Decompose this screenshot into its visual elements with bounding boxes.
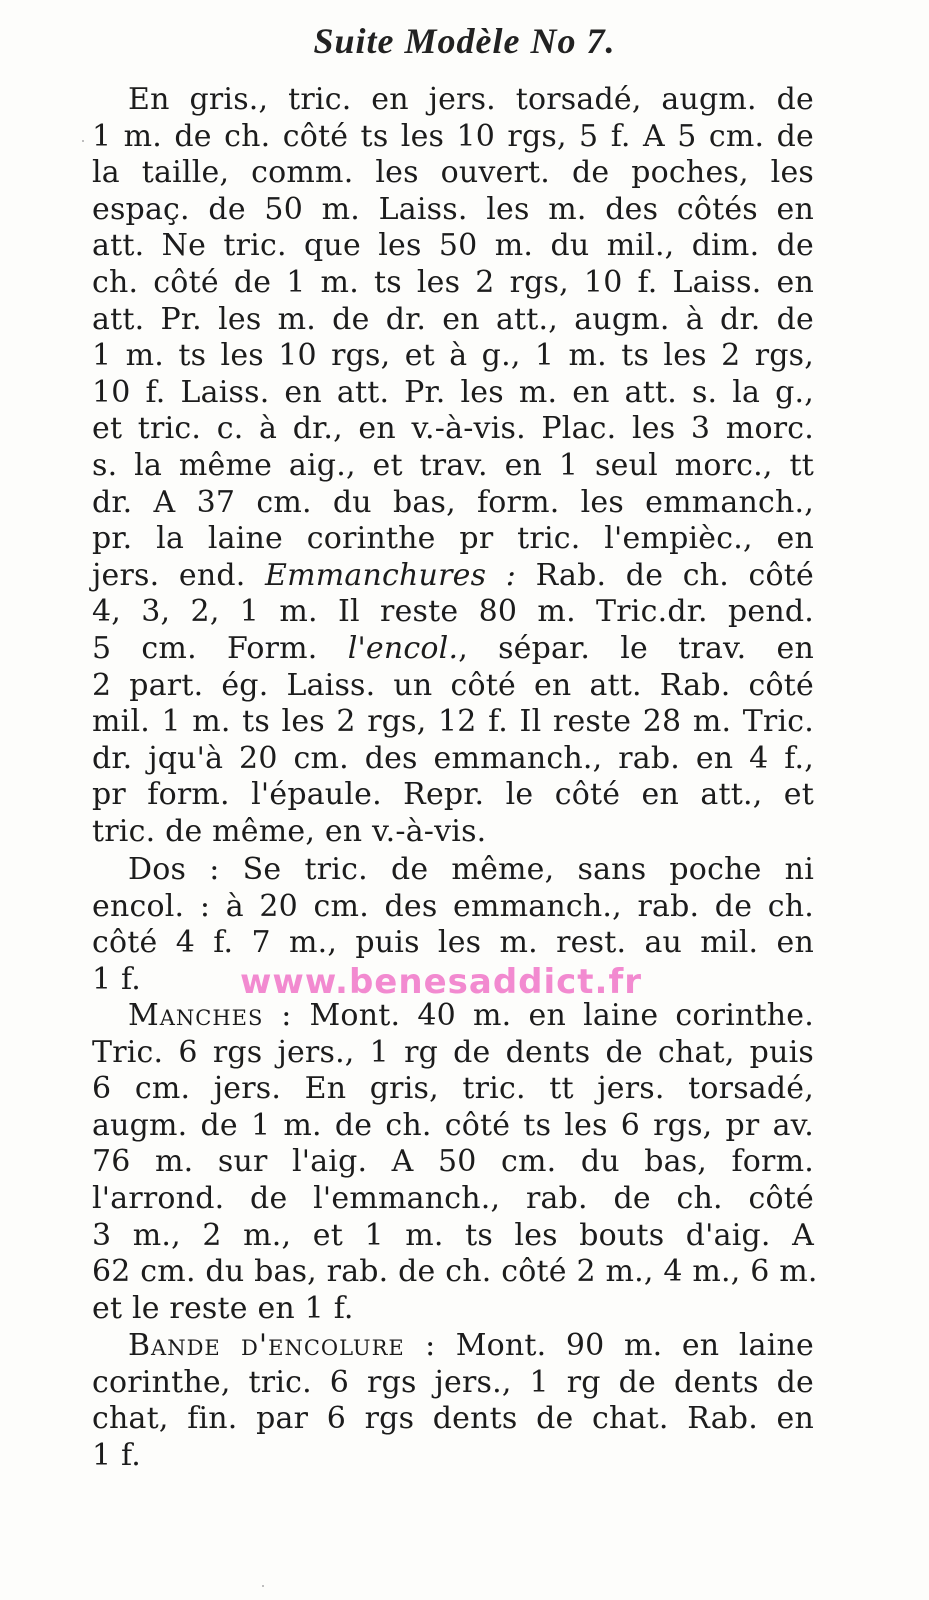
bande-encolure-heading: Bande d'encolure : <box>128 1328 437 1363</box>
text-line: Dos : Se tric. de même, sans poche ni <box>128 852 814 887</box>
text-line-mixed <box>92 998 814 1035</box>
text-line: 1 f. <box>92 1437 141 1473</box>
text-line: pr form. l'épaule. Repr. le côté en att., et <box>92 777 814 813</box>
text-fragment: Mont. 90 m. en laine <box>455 1328 814 1363</box>
text-line: s. la même aig., et trav. en 1 seul morc., tt <box>92 447 814 483</box>
text-line: pr. la laine corinthe pr tric. l'empièc., en <box>92 521 814 557</box>
text-line: 76 m. sur l'aig. A 50 cm. du bas, form. <box>92 1144 814 1180</box>
text-line: mil. 1 m. ts les 2 rgs, 12 f. Il reste 28 m. Tric. <box>92 704 814 740</box>
text-line: côté 4 f. 7 m., puis les m. rest. au mil. en <box>92 925 814 961</box>
paragraph-front <box>92 82 814 850</box>
text-line-mixed <box>92 558 814 595</box>
text-fragment: , sépar. le trav. en <box>458 630 814 666</box>
text-line-mixed <box>92 1328 814 1365</box>
text-line: augm. de 1 m. de ch. côté ts les 6 rgs, pr av. <box>92 1107 814 1143</box>
text-line: espaç. de 50 m. Laiss. les m. des côtés en <box>92 191 814 227</box>
text-line: corinthe, tric. 6 rgs jers., 1 rg de dents de <box>92 1364 814 1400</box>
text-line: l'arrond. de l'emmanch., rab. de ch. côté <box>92 1180 814 1216</box>
paragraph-bande-encolure <box>92 1328 814 1474</box>
paper-speck <box>82 140 84 142</box>
text-line: att. Ne tric. que les 50 m. du mil., dim. de <box>92 228 814 264</box>
text-line: 6 cm. jers. En gris, tric. tt jers. torsadé, <box>92 1071 814 1107</box>
manches-heading: Manches : <box>128 998 293 1033</box>
text-line: dr. A 37 cm. du bas, form. les emmanch., <box>92 484 814 520</box>
text-line: 1 f. <box>92 961 141 997</box>
text-line: att. Pr. les m. de dr. en att., augm. à dr. de <box>92 301 814 337</box>
text-line: la taille, comm. les ouvert. de poches, les <box>92 155 814 191</box>
text-line: dr. jqu'à 20 cm. des emmanch., rab. en 4 f., <box>92 740 814 776</box>
text-line: 10 f. Laiss. en att. Pr. les m. en att. s. la g., <box>92 374 814 410</box>
text-line: 2 part. ég. Laiss. un côté en att. Rab. côté <box>92 667 814 703</box>
text-line: encol. : à 20 cm. des emmanch., rab. de ch. <box>92 888 814 924</box>
text-line: 1 m. ts les 10 rgs, et à g., 1 m. ts les 2 rgs, <box>92 338 814 374</box>
text-line: 1 m. de ch. côté ts les 10 rgs, 5 f. A 5 cm. de <box>92 118 814 154</box>
emmanchures-subheading: Emmanchures : <box>265 557 517 593</box>
text-fragment: Rab. de ch. côté <box>535 557 814 593</box>
text-line: 62 cm. du bas, rab. de ch. côté 2 m., 4 m., 6 m. <box>92 1254 818 1290</box>
text-line: 4, 3, 2, 1 m. Il reste 80 m. Tric.dr. pend. <box>92 594 814 630</box>
text-fragment: 5 cm. Form. <box>92 630 318 666</box>
text-line: chat, fin. par 6 rgs dents de chat. Rab. en <box>92 1401 814 1437</box>
watermark-url: www.benesaddict.fr <box>240 962 643 1002</box>
text-fragment: jers. end. <box>92 557 246 593</box>
text-line: et le reste en 1 f. <box>92 1290 354 1326</box>
text-line: et tric. c. à dr., en v.-à-vis. Plac. les 3 morc. <box>92 411 814 447</box>
encolure-subheading: l'encol. <box>347 630 459 666</box>
paper-speck <box>262 1585 264 1587</box>
text-line: tric. de même, en v.-à-vis. <box>92 813 487 849</box>
page-title: Suite Modèle No 7. <box>313 21 616 61</box>
text-line: En gris., tric. en jers. torsadé, augm. de <box>128 82 814 117</box>
paragraph-manches <box>92 998 818 1327</box>
text-fragment: Mont. 40 m. en laine corinthe. <box>309 998 814 1033</box>
text-line-mixed <box>92 631 814 668</box>
text-line: ch. côté de 1 m. ts les 2 rgs, 10 f. Laiss. en <box>92 264 814 300</box>
text-line: Tric. 6 rgs jers., 1 rg de dents de chat, puis <box>92 1034 814 1070</box>
text-line: 3 m., 2 m., et 1 m. ts les bouts d'aig. A <box>92 1217 814 1253</box>
